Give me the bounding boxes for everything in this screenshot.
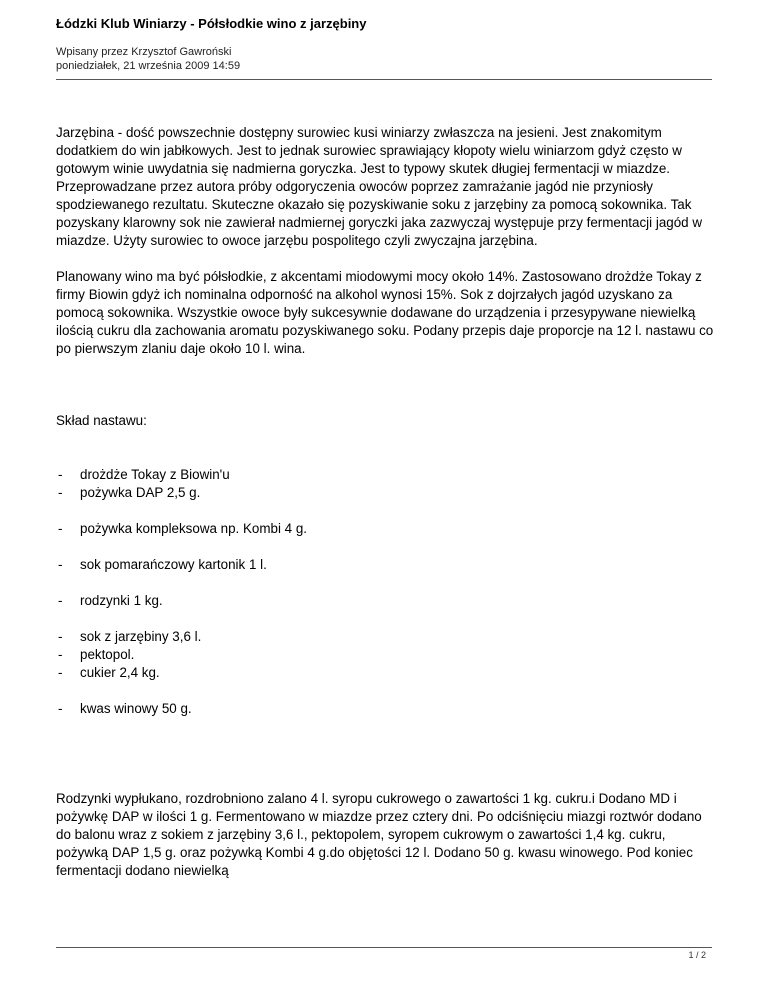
list-dash: - <box>58 665 63 680</box>
article-title: Łódzki Klub Winiarzy - Półsłodkie wino z jarzębiny <box>56 16 367 31</box>
list-item: - drożdże Tokay z Biowin'u <box>58 467 230 482</box>
list-item: - pożywka DAP 2,5 g. <box>58 485 201 500</box>
list-dash: - <box>58 629 63 644</box>
procedure-paragraph: Rodzynki wypłukano, rozdrobniono zalano 4 l. syropu cukrowego o zawartości 1 kg. cukru.i Dodano MD i pożywkę DAP w ilości 1 g. Fermentowano w miazdze przez cztery dni. Po odciśnięciu miazgi roztwór dodano do balonu wraz z sokiem z jarzębiny 3,6 l., pektopolem, syropem cukrowym o zawartości 1,4 kg. cukru, pożywką DAP 1,5 g. oraz pożywką Kombi 4 g.do objętości 12 l. Dodano 50 g. kwasu winowego. Pod koniec fermentacji dodano niewielką <box>56 791 702 878</box>
list-item: - kwas winowy 50 g. <box>58 701 192 716</box>
article-body <box>56 124 716 880</box>
list-dash: - <box>58 557 63 572</box>
ingredients-heading: Skład nastawu: <box>56 413 147 428</box>
footer-divider <box>56 947 712 948</box>
document-header <box>56 16 712 73</box>
list-item: - pektopol. <box>58 647 135 662</box>
list-dash: - <box>58 701 63 716</box>
list-item: - cukier 2,4 kg. <box>58 665 160 680</box>
date-line: poniedziałek, 21 września 2009 14:59 <box>56 60 241 72</box>
list-dash: - <box>58 521 63 536</box>
header-divider <box>56 79 712 80</box>
plan-paragraph: Planowany wino ma być półsłodkie, z akcentami miodowymi mocy około 14%. Zastosowano drożdże Tokay z firmy Biowin gdyż ich nominalna odporność na alkohol wynosi 15%. Sok z dojrzałych jagód uzyskano za pomocą sokownika. Wszystkie owoce były sukcesywnie dodawane do urządzenia i przesypywane niewielką ilością cukru dla zachowania aromatu pozyskiwanego soku. Podany przepis daje proporcje na 12 l. nastawu co po pierwszym zlaniu daje około 10 l. wina. <box>56 269 714 356</box>
list-dash: - <box>58 593 63 608</box>
author-line: Wpisany przez Krzysztof Gawroński <box>56 46 232 58</box>
list-dash: - <box>58 467 63 482</box>
list-dash: - <box>58 485 63 500</box>
page-number: 1 / 2 <box>688 950 706 960</box>
list-dash: - <box>58 647 63 662</box>
article-meta <box>56 45 712 73</box>
intro-paragraph: Jarzębina - dość powszechnie dostępny surowiec kusi winiarzy zwłaszcza na jesieni. Jest znakomitym dodatkiem do win jabłkowych. Jest to jednak surowiec sprawiający kłopoty wielu winiarzom gdyż często w gotowym winie uwydatnia się nadmierna goryczka. Jest to typowy skutek długiej fermentacji w miazdze. Przeprowadzane przez autora próby odgoryczenia owoców poprzez zamrażanie jagód nie przyniosły spodziewanego rezultatu. Skuteczne okazało się pozyskiwanie soku z jarzębiny za pomocą sokownika. Tak pozyskany klarowny sok nie zawierał nadmiernej goryczki jaka zazwyczaj występuje przy fermentacji jagód w miazdze. Użyty surowiec to owoce jarzębu pospolitego czyli zwyczajna jarzębina. <box>56 125 702 248</box>
list-item: - sok pomarańczowy kartonik 1 l. <box>58 557 267 572</box>
list-item: - pożywka kompleksowa np. Kombi 4 g. <box>58 521 308 536</box>
list-item: - rodzynki 1 kg. <box>58 593 163 608</box>
list-item: - sok z jarzębiny 3,6 l. <box>58 629 202 644</box>
